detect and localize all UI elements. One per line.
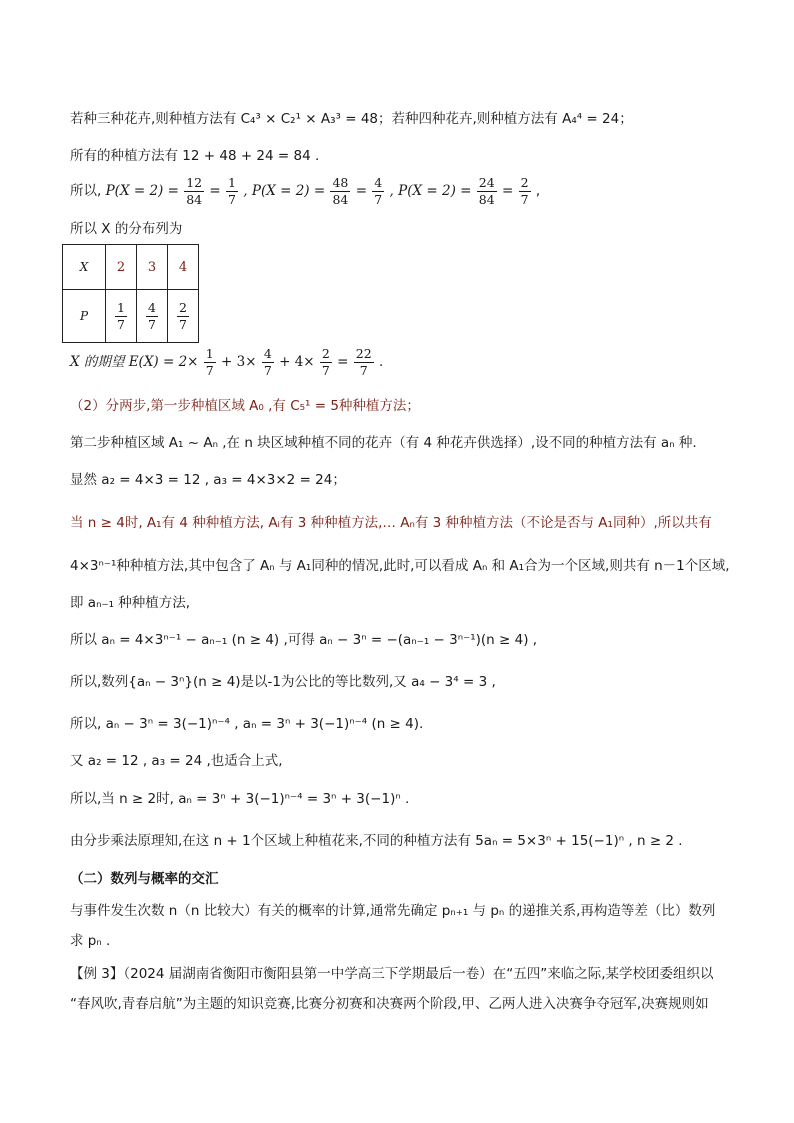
fraction-numerator: 24 <box>478 175 495 190</box>
text-line: 若种三种花卉,则种植方法有 C₄³ × C₂¹ × A₃³ = 48；若种四种花卉,则种植方法有 A₄⁴ = 24； <box>70 111 633 127</box>
text-line: “春风吹,青春启航”为主题的知识竞赛,比赛分初赛和决赛两个阶段,甲、乙两人进入决赛争夺冠军,决赛规则如 <box>70 996 709 1012</box>
fraction-numerator: 48 <box>332 175 349 190</box>
fraction-numerator: 4 <box>263 346 272 361</box>
fraction-denominator: 7 <box>359 362 368 378</box>
table-header-cell: P <box>63 290 106 343</box>
fraction-denominator: 7 <box>205 362 214 378</box>
math-fragment: = <box>209 183 221 200</box>
math-fragment: = <box>355 183 367 200</box>
fraction-numerator: 2 <box>520 175 529 190</box>
text-line: 【例 3】（2024 届湖南省衡阳市衡阳县第一中学高三下学期最后一卷）在“五四”来临之际,某学校团委组织以 <box>70 966 714 982</box>
text-line: （2）分两步,第一步种植区域 A₀ ,有 C₅¹ = 5种种植方法； <box>70 398 420 414</box>
text-line: 即 aₙ₋₁ 种种植方法, <box>70 595 191 611</box>
fraction <box>184 175 204 207</box>
distribution-table <box>62 244 199 343</box>
fraction-denominator: 7 <box>520 191 529 207</box>
fraction <box>262 346 274 378</box>
table-row <box>63 245 199 290</box>
table-cell: 4 <box>168 245 199 290</box>
math-fragment: P(X = 2) = <box>105 183 179 200</box>
fraction-denominator: 7 <box>179 316 187 332</box>
text-fragment: 所以, <box>70 183 102 200</box>
text-line: 又 a₂ = 12 , a₃ = 24 ,也适合上式, <box>70 753 283 769</box>
math-fragment: X 的期望 E(X) = 2× <box>70 354 199 371</box>
text-line: 所以,数列{aₙ − 3ⁿ}(n ≥ 4)是以-1为公比的等比数列,又 a₄ − 3⁴ = 3 , <box>70 674 496 690</box>
fraction <box>519 175 531 207</box>
fraction-numerator: 2 <box>179 299 187 315</box>
table-header-cell: X <box>63 245 106 290</box>
text-line: 所有的种植方法有 12 + 48 + 24 = 84 . <box>70 148 320 164</box>
text-line: 当 n ≥ 4时, A₁有 4 种种植方法, Aᵢ有 3 种种植方法,… Aₙ有 3 种种植方法（不论是否与 A₁同种）,所以共有 <box>70 515 712 531</box>
text-line: 由分步乘法原理知,在这 n + 1个区域上种植花来,不同的种植方法有 5aₙ = 5×3ⁿ + 15(−1)ⁿ , n ≥ 2 . <box>70 833 683 849</box>
table-cell <box>137 290 168 343</box>
fraction-denominator: 7 <box>263 362 272 378</box>
fraction-denominator: 7 <box>148 316 156 332</box>
text-fragment: . <box>378 354 384 371</box>
text-line: 4×3ⁿ⁻¹种种植方法,其中包含了 Aₙ 与 A₁同种的情况,此时,可以看成 Aₙ 和 A₁合为一个区域,则共有 n－1个区域, <box>70 558 730 574</box>
fraction-numerator: 12 <box>186 175 203 190</box>
fraction-denominator: 7 <box>321 362 330 378</box>
fraction-denominator: 84 <box>186 191 203 207</box>
fraction <box>477 175 497 207</box>
fraction <box>115 300 127 332</box>
fraction <box>177 300 189 332</box>
text-fragment: , <box>535 183 541 200</box>
table-row <box>63 290 199 343</box>
fraction-denominator: 84 <box>332 191 349 207</box>
fraction <box>320 346 332 378</box>
math-fragment: + 4× <box>279 354 315 371</box>
table-cell <box>106 290 137 343</box>
fraction <box>226 175 238 207</box>
text-line: 第二步种植区域 A₁ ~ Aₙ ,在 n 块区域种植不同的花卉（有 4 种花卉供选择）,设不同的种植方法有 aₙ 种. <box>70 435 697 451</box>
expectation-line <box>70 346 383 378</box>
fraction <box>354 346 374 378</box>
text-line: 显然 a₂ = 4×3 = 12 , a₃ = 4×3×2 = 24； <box>70 472 346 488</box>
text-line: 所以 aₙ = 4×3ⁿ⁻¹ − aₙ₋₁ (n ≥ 4) ,可得 aₙ − 3ⁿ = −(aₙ₋₁ − 3ⁿ⁻¹)(n ≥ 4) , <box>70 632 538 648</box>
text-line: 所以 X 的分布列为 <box>70 221 183 237</box>
fraction <box>204 346 216 378</box>
text-line: 求 pₙ . <box>70 933 111 949</box>
text-line: 所以,当 n ≥ 2时, aₙ = 3ⁿ + 3(−1)ⁿ⁻⁴ = 3ⁿ + 3(−1)ⁿ . <box>70 791 410 807</box>
fraction-numerator: 1 <box>228 175 236 190</box>
fraction-denominator: 7 <box>228 191 236 207</box>
math-fragment: , P(X = 2) = <box>243 183 326 200</box>
fraction-numerator: 1 <box>205 346 214 361</box>
table-cell: 3 <box>137 245 168 290</box>
fraction <box>372 175 384 207</box>
fraction <box>146 300 158 332</box>
probability-line <box>70 175 540 207</box>
fraction-denominator: 84 <box>478 191 495 207</box>
table-cell: 2 <box>106 245 137 290</box>
math-fragment: + 3× <box>221 354 257 371</box>
fraction-numerator: 2 <box>321 346 330 361</box>
fraction-numerator: 1 <box>117 299 125 315</box>
text-line: 所以, aₙ − 3ⁿ = 3(−1)ⁿ⁻⁴ , aₙ = 3ⁿ + 3(−1)ⁿ⁻⁴ (n ≥ 4). <box>70 716 424 732</box>
fraction-denominator: 7 <box>117 316 125 332</box>
section-heading: （二）数列与概率的交汇 <box>70 871 219 887</box>
table-cell <box>168 290 199 343</box>
math-fragment: , P(X = 2) = <box>389 183 472 200</box>
fraction-numerator: 4 <box>374 175 383 190</box>
math-fragment: = <box>337 354 349 371</box>
fraction-numerator: 22 <box>355 346 372 361</box>
fraction-denominator: 7 <box>374 191 383 207</box>
math-fragment: = <box>501 183 514 200</box>
fraction <box>330 175 350 207</box>
text-line: 与事件发生次数 n（n 比较大）有关的概率的计算,通常先确定 pₙ₊₁ 与 pₙ 的递推关系,再构造等差（比）数列 <box>70 903 716 919</box>
fraction-numerator: 4 <box>148 299 156 315</box>
